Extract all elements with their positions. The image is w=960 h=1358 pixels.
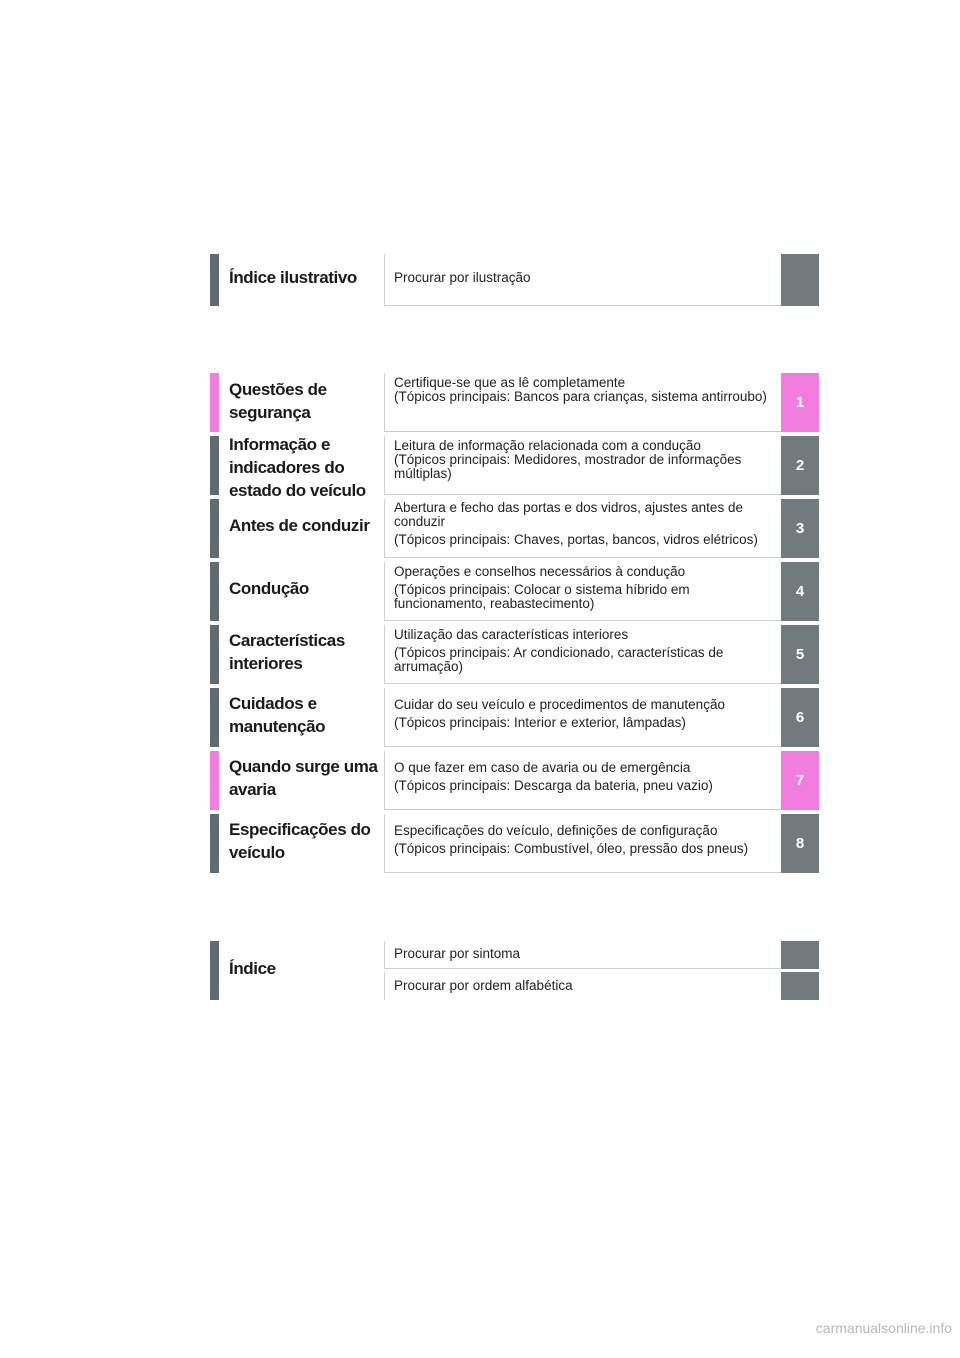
section-6-desc-line2: (Tópicos principais: Interior e exterior, lâmpadas): [394, 715, 686, 730]
section-7-desc: [384, 751, 781, 810]
section-3-desc-line2: (Tópicos principais: Chaves, portas, bancos, vidros elétricos): [394, 532, 758, 547]
section-7-desc-line2: (Tópicos principais: Descarga da bateria, pneu vazio): [394, 778, 713, 793]
row-marker-bar: [210, 625, 219, 684]
section-1-row[interactable]: [210, 373, 819, 432]
section-4-desc-line1: Operações e conselhos necessários à condução: [394, 564, 686, 579]
section-5-tab[interactable]: 5: [781, 625, 819, 684]
section-2-row[interactable]: [210, 435, 819, 500]
section-1-tab[interactable]: 1: [781, 373, 819, 432]
section-4-title: Condução: [229, 579, 309, 598]
section-5-desc-line2: (Tópicos principais: Ar condicionado, características de arrumação): [394, 645, 724, 674]
section-4-tab[interactable]: 4: [781, 562, 819, 621]
section-6-title: Cuidados e manutenção: [229, 694, 326, 736]
section-7-tab[interactable]: 7: [781, 751, 819, 810]
section-4-row[interactable]: [210, 562, 819, 621]
section-6-desc-line1: Cuidar do seu veículo e procedimentos de manutenção: [394, 697, 725, 712]
row-marker-bar: [210, 562, 219, 621]
illustrative-index-row[interactable]: [210, 254, 819, 306]
watermark-footer: carmanualsonline.info: [815, 1320, 952, 1336]
index-alphabetical-tab[interactable]: [781, 972, 819, 1000]
index-symptom-row[interactable]: [210, 941, 819, 969]
section-5-title: Características interiores: [229, 631, 345, 673]
section-7-row[interactable]: [210, 751, 819, 810]
section-5-desc: [384, 625, 781, 684]
section-4-desc-line2: (Tópicos principais: Colocar o sistema híbrido em funcionamento, reabastecimento): [394, 582, 690, 611]
section-1-title: Questões de segurança: [229, 380, 327, 422]
section-2-tab[interactable]: 2: [781, 436, 819, 495]
section-3-row[interactable]: [210, 499, 819, 558]
illustrative-index-desc: [384, 254, 781, 306]
index-title: Índice: [229, 959, 276, 978]
section-2-title: Informação e indicadores do estado do veículo: [229, 435, 366, 500]
illustrative-index-tab[interactable]: [781, 254, 819, 306]
section-4-desc: [384, 562, 781, 621]
section-3-title: Antes de conduzir: [229, 516, 370, 535]
section-6-row[interactable]: [210, 688, 819, 747]
section-1-desc-line2: (Tópicos principais: Bancos para crianças, sistema antirroubo): [394, 389, 767, 404]
section-6-tab[interactable]: 6: [781, 688, 819, 747]
row-marker-bar: [210, 436, 219, 495]
illustrative-index-title: Índice ilustrativo: [229, 268, 357, 287]
index-symptom-tab[interactable]: [781, 941, 819, 969]
index-symptom-desc: [384, 941, 781, 969]
section-5-row[interactable]: [210, 625, 819, 684]
section-3-tab[interactable]: 3: [781, 499, 819, 558]
section-8-tab[interactable]: 8: [781, 814, 819, 873]
index-symptom-text: Procurar por sintoma: [394, 946, 521, 961]
section-7-title: Quando surge uma avaria: [229, 757, 378, 799]
section-6-desc: [384, 688, 781, 747]
row-marker-bar: [210, 373, 219, 432]
section-8-desc-line1: Especificações do veículo, definições de configuração: [394, 823, 718, 838]
section-2-desc: [384, 436, 781, 495]
illustrative-index-desc-text: Procurar por ilustração: [394, 270, 531, 285]
index-alphabetical-row[interactable]: [210, 972, 819, 1000]
index-alphabetical-desc: [384, 972, 781, 1000]
row-marker-bar: [210, 499, 219, 558]
section-8-desc: [384, 814, 781, 873]
section-7-desc-line1: O que fazer em caso de avaria ou de emergência: [394, 760, 691, 775]
section-2-desc-line2: (Tópicos principais: Medidores, mostrador de informações múltiplas): [394, 452, 742, 481]
section-5-desc-line1: Utilização das características interiores: [394, 627, 629, 642]
index-alphabetical-text: Procurar por ordem alfabética: [394, 978, 573, 993]
section-1-desc: [384, 373, 781, 432]
section-1-desc-line1: Certifique-se que as lê completamente: [394, 375, 626, 390]
section-3-desc: [384, 499, 781, 558]
section-2-desc-line1: Leitura de informação relacionada com a condução: [394, 438, 701, 453]
row-marker-bar: [210, 688, 219, 747]
section-8-desc-line2: (Tópicos principais: Combustível, óleo, pressão dos pneus): [394, 841, 749, 856]
row-marker-bar: [210, 751, 219, 810]
section-8-row[interactable]: [210, 814, 819, 873]
index-row: [210, 941, 819, 1000]
section-3-desc-line1: Abertura e fecho das portas e dos vidros, ajustes antes de conduzir: [394, 500, 743, 529]
section-8-title: Especificações do veículo: [229, 820, 371, 862]
row-marker-bar: [210, 814, 219, 873]
row-marker-bar: [210, 254, 219, 306]
